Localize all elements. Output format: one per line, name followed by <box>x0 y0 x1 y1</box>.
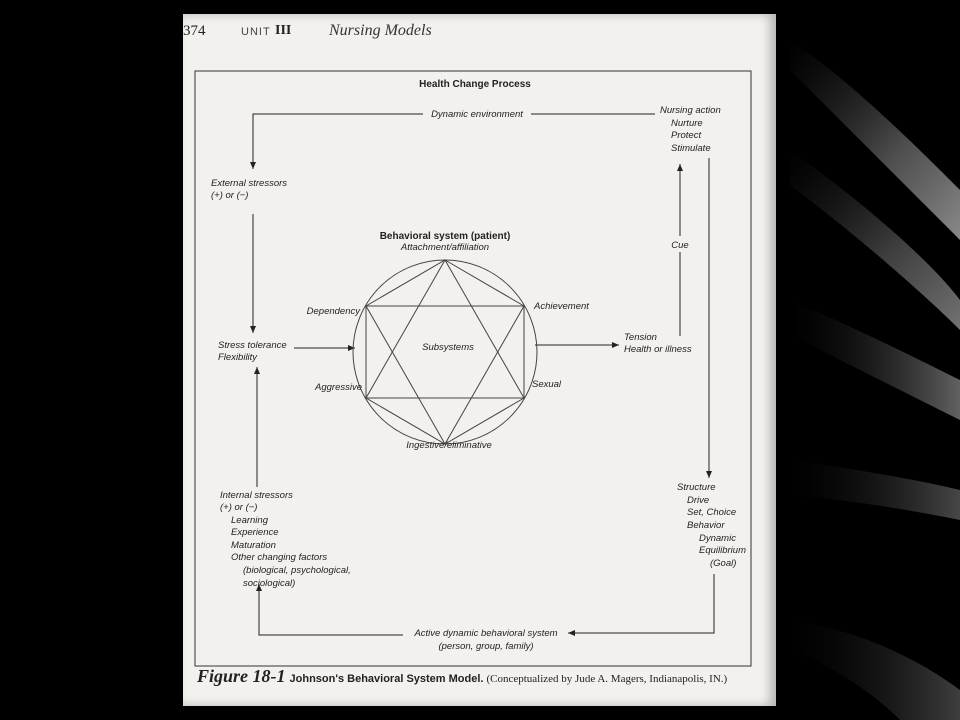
svg-text:Health or illness: Health or illness <box>624 344 692 355</box>
subsystem-attachment-label: Attachment/affiliation <box>400 242 490 253</box>
dynamic-environment-label: Dynamic environment <box>431 109 523 120</box>
svg-text:Equilibrium: Equilibrium <box>699 545 746 556</box>
svg-text:sociological): sociological) <box>243 578 296 589</box>
subsystem-achievement-label: Achievement <box>534 301 589 312</box>
subsystem-ingestive-label: Ingestive/eliminative <box>406 440 492 451</box>
unit-number: III <box>275 23 292 38</box>
unit-label: UNIT <box>241 26 271 38</box>
svg-text:(+) or (−): (+) or (−) <box>220 502 258 513</box>
svg-text:Flexibility: Flexibility <box>218 352 258 363</box>
svg-text:(Goal): (Goal) <box>710 558 737 569</box>
svg-text:Maturation: Maturation <box>231 540 276 551</box>
stress-tolerance-label <box>218 340 287 363</box>
subsystem-dependency-label: Dependency <box>306 306 360 317</box>
svg-text:Experience: Experience <box>231 527 279 538</box>
figure-credit: (Conceptualized by Jude A. Magers, Indianapolis, IN.) <box>486 673 728 685</box>
svg-text:Active dynamic behavioral syst: Active dynamic behavioral system <box>414 628 558 639</box>
subsystems-center-label: Subsystems <box>422 342 474 353</box>
svg-text:Dynamic: Dynamic <box>699 533 736 544</box>
svg-text:Structure: Structure <box>677 482 716 493</box>
svg-text:Internal stressors: Internal stressors <box>220 490 293 501</box>
svg-text:Tension: Tension <box>624 332 657 343</box>
svg-text:Drive: Drive <box>687 495 710 506</box>
svg-text:External stressors: External stressors <box>211 178 288 189</box>
behavioral-system-title: Behavioral system (patient) <box>379 231 511 242</box>
tension-label <box>624 332 692 355</box>
svg-text:Nursing action: Nursing action <box>660 105 721 116</box>
figure-caption <box>197 666 767 687</box>
behavioral-system-diagram <box>183 14 776 706</box>
diagram-title: Health Change Process <box>419 79 531 90</box>
subsystem-sexual-label: Sexual <box>532 379 562 390</box>
external-stressors-label <box>211 178 287 201</box>
cue-label: Cue <box>671 240 689 251</box>
textbook-page <box>183 14 776 706</box>
active-system-label <box>413 628 557 652</box>
subsystem-aggressive-label: Aggressive <box>315 382 362 393</box>
svg-text:Behavior: Behavior <box>687 520 725 531</box>
figure-title: Johnson's Behavioral System Model. <box>289 673 484 685</box>
svg-text:Nurture: Nurture <box>671 118 703 129</box>
diagram-frame <box>195 71 751 666</box>
svg-text:Protect: Protect <box>671 130 702 141</box>
svg-text:(biological, psychological,: (biological, psychological, <box>243 565 351 576</box>
internal-stressors-label <box>220 490 351 589</box>
svg-text:(person, group, family): (person, group, family) <box>438 641 534 652</box>
svg-text:Other changing factors: Other changing factors <box>231 552 328 563</box>
svg-text:Stress tolerance: Stress tolerance <box>218 340 287 351</box>
svg-text:Learning: Learning <box>231 515 268 526</box>
page-number: 374 <box>183 23 206 39</box>
section-title: Nursing Models <box>329 22 432 39</box>
figure-number: Figure 18-1 <box>197 666 286 686</box>
svg-text:Set, Choice: Set, Choice <box>687 507 737 518</box>
svg-text:Stimulate: Stimulate <box>671 143 711 154</box>
structure-label <box>677 482 746 569</box>
svg-text:(+) or (−): (+) or (−) <box>211 190 249 201</box>
nursing-action-label <box>660 105 721 154</box>
